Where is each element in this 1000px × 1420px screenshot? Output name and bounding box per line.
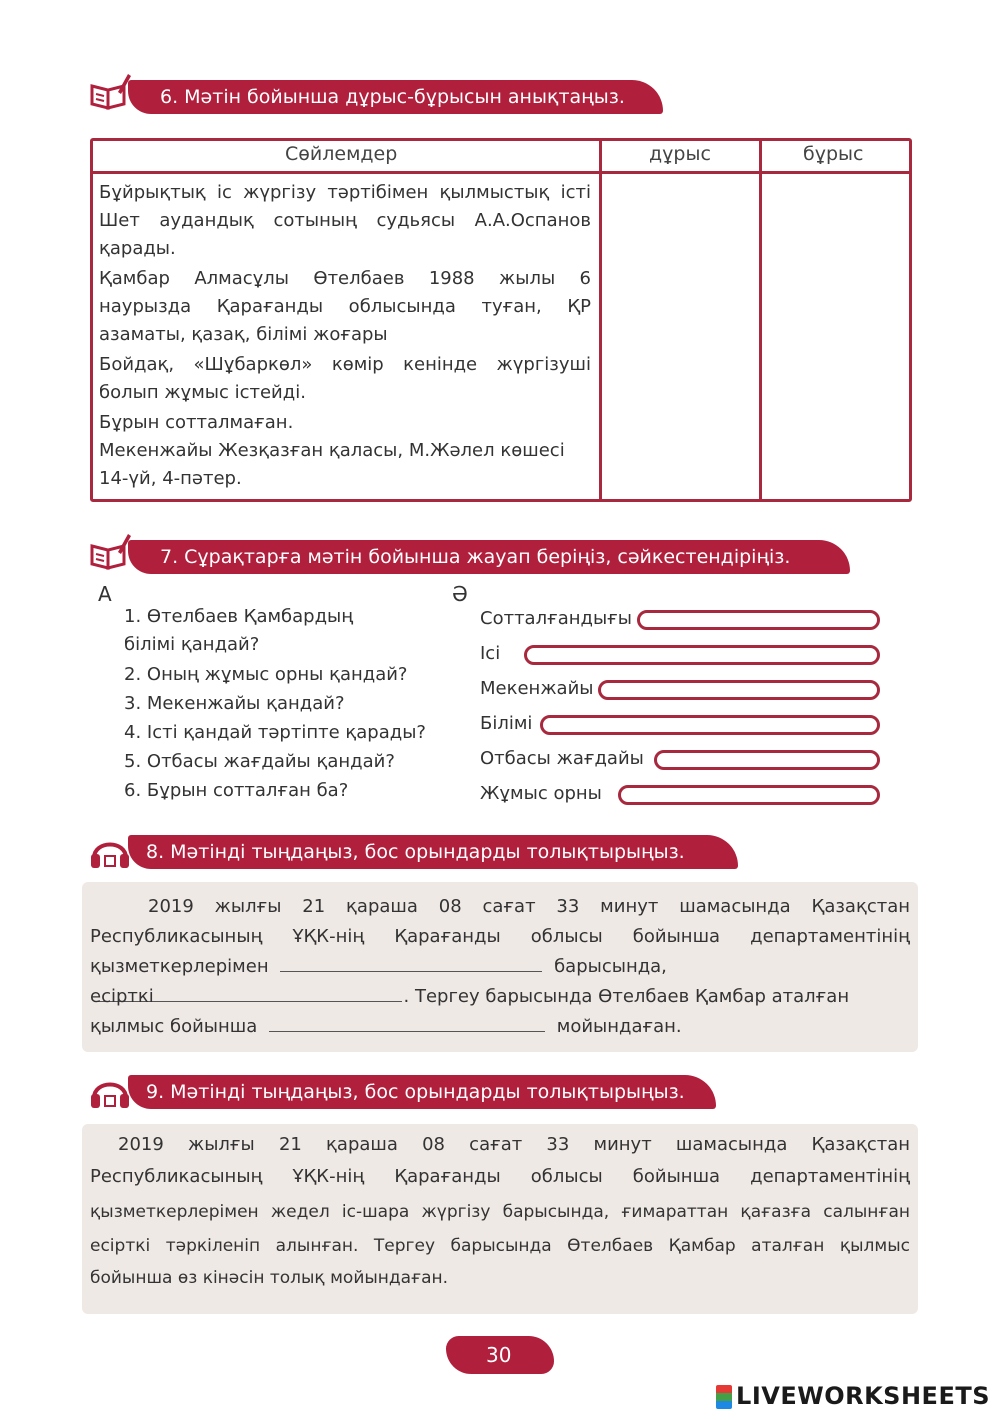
task8-line-4a: есірткі xyxy=(90,986,154,1007)
sentence-3-line-2: болып жұмыс істейді. xyxy=(99,382,306,403)
question-2: 2. Оның жұмыс орны қандай? xyxy=(124,664,408,685)
answer-field-convicted[interactable] xyxy=(637,610,880,630)
sentence-1-line-2: Шет аудандық сотының судьясы А.А.Оспанов xyxy=(99,210,591,231)
task8-line-5 xyxy=(90,1012,910,1042)
column-header-false: бұрыс xyxy=(803,143,864,165)
task6-title: 6. Мәтін бойынша дұрыс-бұрысын анықтаңыз. xyxy=(160,86,625,108)
liveworksheets-logo xyxy=(716,1382,990,1410)
headphones-icon xyxy=(88,1070,132,1112)
task8-line-1-text: 2019 жылғы 21 қараша 08 сағат 33 минут шамасында Қазақстан xyxy=(148,896,910,917)
book-pencil-icon xyxy=(88,70,132,112)
field-label-family: Отбасы жағдайы xyxy=(480,748,644,769)
sentence-5-line-1: Мекенжайы Жезқазған қаласы, М.Жәлел көшесі xyxy=(99,440,565,461)
headphones-icon xyxy=(88,830,132,872)
column-header-true: дұрыс xyxy=(649,143,711,165)
column-a-label: А xyxy=(98,582,112,606)
column-b-label: Ә xyxy=(452,582,468,606)
task8-line-3a: қызметкерлерімен xyxy=(90,956,269,977)
sentence-1-line-1: Бұйрықтық іс жүргізу тәртібімен қылмыстық істі xyxy=(99,182,591,203)
answer-cell-false[interactable] xyxy=(763,175,909,497)
task8-line-5a: қылмыс бойынша xyxy=(90,1016,258,1037)
field-label-case: Ісі xyxy=(480,643,501,664)
sentence-4-line-1: Бұрын сотталмаған. xyxy=(99,412,294,433)
task8-line-4b: . Тергеу барысында Өтелбаев Қамбар аталған xyxy=(403,986,850,1007)
sentence-3-line-1: Бойдақ, «Шұбаркөл» көмір кенінде жүргізуші xyxy=(99,354,591,375)
field-label-education: Білімі xyxy=(480,713,533,734)
task8-line-5b: мойындаған. xyxy=(556,1016,682,1037)
task9-line-5: бойынша өз кінәсін толық мойындаған. xyxy=(90,1268,449,1288)
sentence-2-line-3: азаматы, қазақ, білімі жоғары xyxy=(99,324,388,345)
answer-field-workplace[interactable] xyxy=(618,785,880,805)
task8-line-2 xyxy=(90,922,910,952)
question-1: 1. Өтелбаев Қамбардың xyxy=(124,606,354,627)
sentence-1-line-3: қарады. xyxy=(99,238,176,259)
answer-field-address[interactable] xyxy=(598,680,880,700)
question-6: 6. Бұрын сотталған ба? xyxy=(124,780,349,801)
answer-field-family[interactable] xyxy=(654,750,880,770)
liveworksheets-logo-icon xyxy=(716,1385,732,1409)
answer-field-education[interactable] xyxy=(540,715,880,735)
task8-title: 8. Мәтінді тыңдаңыз, бос орындарды толықтырыңыз. xyxy=(146,841,685,863)
task8-line-4 xyxy=(90,982,910,1012)
liveworksheets-logo-text: LIVEWORKSHEETS xyxy=(736,1382,990,1410)
task9-line-4: есірткі тәркіленіп алынған. Тергеу барысында Өтелбаев Қамбар аталған қылмыс xyxy=(90,1236,910,1256)
question-4: 4. Істі қандай тәртіпте қарады? xyxy=(124,722,426,743)
field-label-workplace: Жұмыс орны xyxy=(480,783,602,804)
sentence-5-line-2: 14-үй, 4-пәтер. xyxy=(99,468,242,489)
task8-line-1 xyxy=(90,892,910,922)
blank-3[interactable] xyxy=(166,987,402,1002)
task7-title: 7. Сұрақтарға мәтін бойынша жауап беріңіз, сәйкестендіріңіз. xyxy=(160,546,791,568)
task9-line-3: қызметкерлерімен жедел іс-шара жүргізу барысында, ғимараттан қағазға салынған xyxy=(90,1202,910,1222)
answer-field-case[interactable] xyxy=(524,645,880,665)
blank-4[interactable] xyxy=(269,1017,545,1032)
question-1-cont: білімі қандай? xyxy=(124,634,260,655)
task9-line-2: Республикасының ҰҚК-нің Қарағанды облысы бойынша департаментінің xyxy=(90,1166,910,1187)
blank-1[interactable] xyxy=(280,957,542,972)
column-header-sentences: Сөйлемдер xyxy=(285,143,398,165)
answer-cell-true[interactable] xyxy=(603,175,757,497)
field-label-convicted: Сотталғандығы xyxy=(480,608,633,629)
sentence-2-line-1: Қамбар Алмасұлы Өтелбаев 1988 жылы 6 xyxy=(99,268,591,289)
task9-line-1: 2019 жылғы 21 қараша 08 сағат 33 минут шамасында Қазақстан xyxy=(118,1134,910,1155)
sentence-2-line-2: наурызда Қарағанды облысында туған, ҚР xyxy=(99,296,591,317)
question-5: 5. Отбасы жағдайы қандай? xyxy=(124,751,395,772)
task8-line-3b: барысында, xyxy=(554,956,667,977)
book-pencil-icon xyxy=(88,530,132,572)
question-3: 3. Мекенжайы қандай? xyxy=(124,693,345,714)
field-label-address: Мекенжайы xyxy=(480,678,594,699)
task8-line-2-text: Республикасының ҰҚК-нің Қарағанды облысы бойынша департаментінің xyxy=(90,926,910,947)
true-false-table xyxy=(90,138,912,502)
task9-title: 9. Мәтінді тыңдаңыз, бос орындарды толықтырыңыз. xyxy=(146,1081,685,1103)
page-number: 30 xyxy=(486,1343,512,1367)
